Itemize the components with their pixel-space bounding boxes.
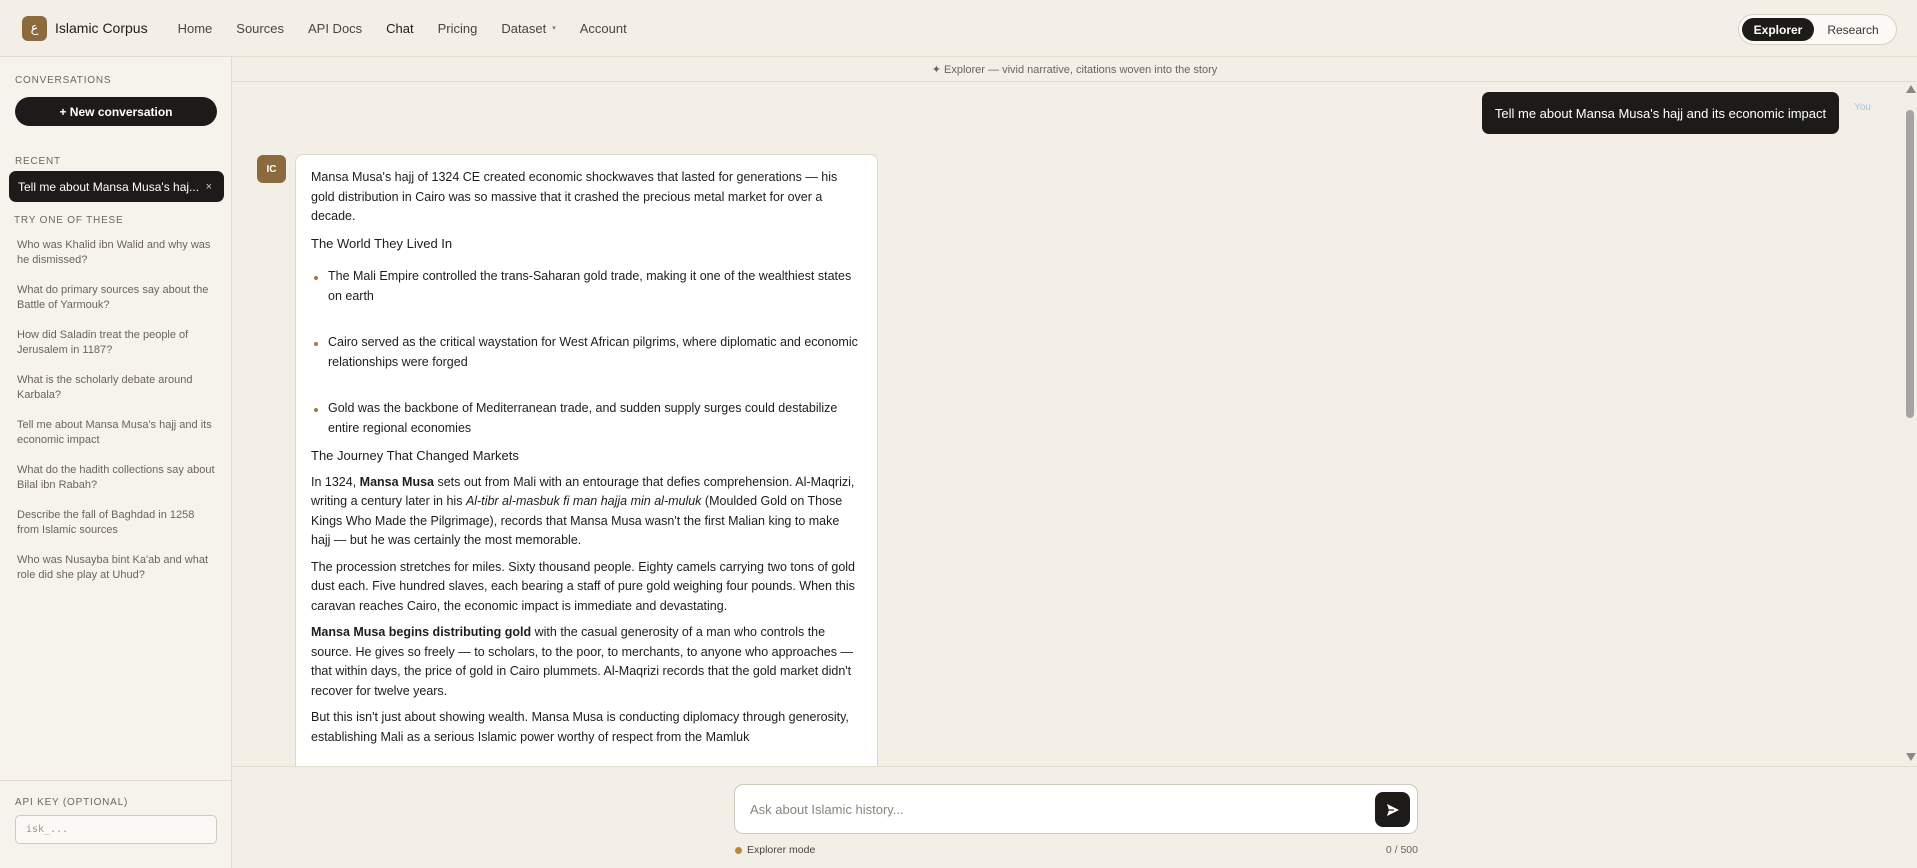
nav-home[interactable]: Home bbox=[177, 20, 213, 36]
bullet-list bbox=[311, 267, 862, 438]
mode-indicator-label: Explorer mode bbox=[747, 844, 816, 856]
assistant-message bbox=[295, 154, 878, 774]
suggestion-item[interactable]: Who was Khalid ibn Walid and why was he dismissed? bbox=[17, 239, 211, 266]
close-icon[interactable]: × bbox=[205, 180, 212, 193]
sidebar bbox=[0, 57, 232, 868]
list-item: Gold was the backbone of Mediterranean trade, and sudden supply surges could destabilize entire regional economies bbox=[311, 399, 862, 438]
scroll-up-icon[interactable] bbox=[1906, 85, 1916, 93]
book-title: Al-tibr al-masbuk fi man hajja min al-muluk bbox=[465, 494, 702, 508]
scroll-down-icon[interactable] bbox=[1906, 753, 1916, 761]
suggestion-item[interactable]: Describe the fall of Baghdad in 1258 from Islamic sources bbox=[17, 509, 195, 536]
text-span: In 1324, bbox=[311, 474, 360, 489]
mode-research-button[interactable]: Research bbox=[1827, 22, 1879, 37]
suggestion-item[interactable]: Who was Nusayba bint Ka'ab and what role did she play at Uhud? bbox=[17, 554, 209, 581]
nav-account[interactable]: Account bbox=[579, 20, 627, 36]
nav-api-docs[interactable]: API Docs bbox=[307, 20, 363, 36]
suggestion-item[interactable]: What do primary sources say about the Battle of Yarmouk? bbox=[17, 284, 209, 311]
suggestion-item[interactable]: Tell me about Mansa Musa's hajj and its economic impact bbox=[17, 419, 212, 446]
chat-input[interactable] bbox=[734, 784, 1418, 834]
mode-explorer-button[interactable]: Explorer bbox=[1742, 18, 1814, 41]
composer-area bbox=[232, 766, 1917, 868]
text-span: sets out from Mali with an entourage that defies comprehension. Al-Maqrizi, writing a century later in his bbox=[311, 474, 855, 508]
text-span: (Moulded Gold on Those Kings Who Made the Pilgrimage), records that Mansa Musa wasn't the first Malian king to make hajj — but he was certainly the most memorable. bbox=[311, 494, 843, 547]
list-item: Cairo served as the critical waystation for West African pilgrims, where diplomatic and economic relationships were forged bbox=[311, 333, 862, 372]
recent-heading: RECENT bbox=[15, 156, 61, 167]
assistant-avatar: IC bbox=[257, 155, 286, 183]
api-key-input[interactable]: isk_... bbox=[15, 815, 217, 844]
mode-indicator bbox=[735, 844, 815, 856]
suggestion-list bbox=[17, 238, 217, 598]
try-heading: TRY ONE OF THESE bbox=[14, 215, 124, 226]
api-key-section bbox=[0, 780, 232, 868]
suggestion-item[interactable]: How did Saladin treat the people of Jerusalem in 1187? bbox=[17, 329, 189, 356]
text-span: with the casual generosity of a man who controls the source. He gives so freely — to scholars, to the poor, to merchants, to anyone who approaches — that within days, the price of gold in Cairo plummets. Al-Maqrizi records that the gold market didn't recover for twelve years. bbox=[311, 625, 853, 698]
chat-input-placeholder: Ask about Islamic history... bbox=[750, 801, 904, 817]
chat-scrollbar[interactable] bbox=[1903, 82, 1917, 766]
mode-banner: ✦ Explorer — vivid narrative, citations woven into the story bbox=[232, 57, 1917, 82]
user-avatar: You bbox=[1854, 102, 1871, 113]
chevron-down-icon: ▾ bbox=[552, 25, 556, 32]
conversations-heading: CONVERSATIONS bbox=[15, 75, 112, 86]
recent-conversation-item[interactable] bbox=[9, 171, 224, 202]
message-paragraph: But this isn't just about showing wealth. Mansa Musa is conducting diplomacy through generosity, establishing Mali as a serious Islamic power worthy of respect from the Mamluk bbox=[311, 710, 849, 744]
message-paragraph bbox=[311, 623, 862, 701]
send-icon bbox=[1386, 803, 1400, 817]
main-nav bbox=[178, 21, 651, 36]
nav-sources[interactable]: Sources bbox=[236, 20, 284, 36]
message-paragraph bbox=[311, 473, 862, 551]
list-item: The Mali Empire controlled the trans-Saharan gold trade, making it one of the wealthiest states on earth bbox=[311, 267, 862, 306]
user-message-bubble: Tell me about Mansa Musa's hajj and its economic impact bbox=[1482, 92, 1839, 134]
top-bar bbox=[0, 0, 1917, 57]
send-button[interactable] bbox=[1375, 792, 1410, 827]
new-conversation-button[interactable]: + New conversation bbox=[15, 97, 217, 126]
section-heading: The Journey That Changed Markets bbox=[311, 448, 519, 463]
suggestion-item[interactable]: What do the hadith collections say about Bilal ibn Rabah? bbox=[17, 464, 215, 491]
mode-dot-icon bbox=[735, 847, 742, 854]
nav-chat[interactable]: Chat bbox=[386, 20, 414, 36]
nav-dataset-label: Dataset bbox=[501, 20, 547, 36]
nav-pricing[interactable]: Pricing bbox=[437, 20, 478, 36]
recent-conversation-label: Tell me about Mansa Musa's haj... bbox=[18, 179, 200, 194]
bold-text: Mansa Musa bbox=[359, 474, 434, 489]
bold-text: Mansa Musa begins distributing gold bbox=[311, 625, 532, 639]
message-intro: Mansa Musa's hajj of 1324 CE created economic shockwaves that lasted for generations — his gold distribution in Cairo was so massive that it crashed the precious metal market for over a decade. bbox=[311, 170, 838, 223]
mode-toggle bbox=[1738, 14, 1897, 45]
scroll-thumb[interactable] bbox=[1906, 110, 1914, 418]
section-heading: The World They Lived In bbox=[311, 235, 453, 251]
nav-dataset[interactable] bbox=[501, 21, 555, 36]
api-key-label: API KEY (OPTIONAL) bbox=[15, 797, 129, 808]
message-paragraph: The procession stretches for miles. Sixty thousand people. Eighty camels carrying two tons of gold dust each. Five hundred slaves, each bearing a staff of pure gold weighing four pounds. When this caravan reaches Cairo, the economic impact is immediate and devastating. bbox=[311, 559, 856, 613]
brand-name[interactable]: Islamic Corpus bbox=[55, 20, 148, 36]
logo-icon[interactable]: ع bbox=[22, 16, 47, 41]
suggestion-item[interactable]: What is the scholarly debate around Karbala? bbox=[17, 374, 193, 401]
character-count: 0 / 500 bbox=[1385, 844, 1418, 856]
